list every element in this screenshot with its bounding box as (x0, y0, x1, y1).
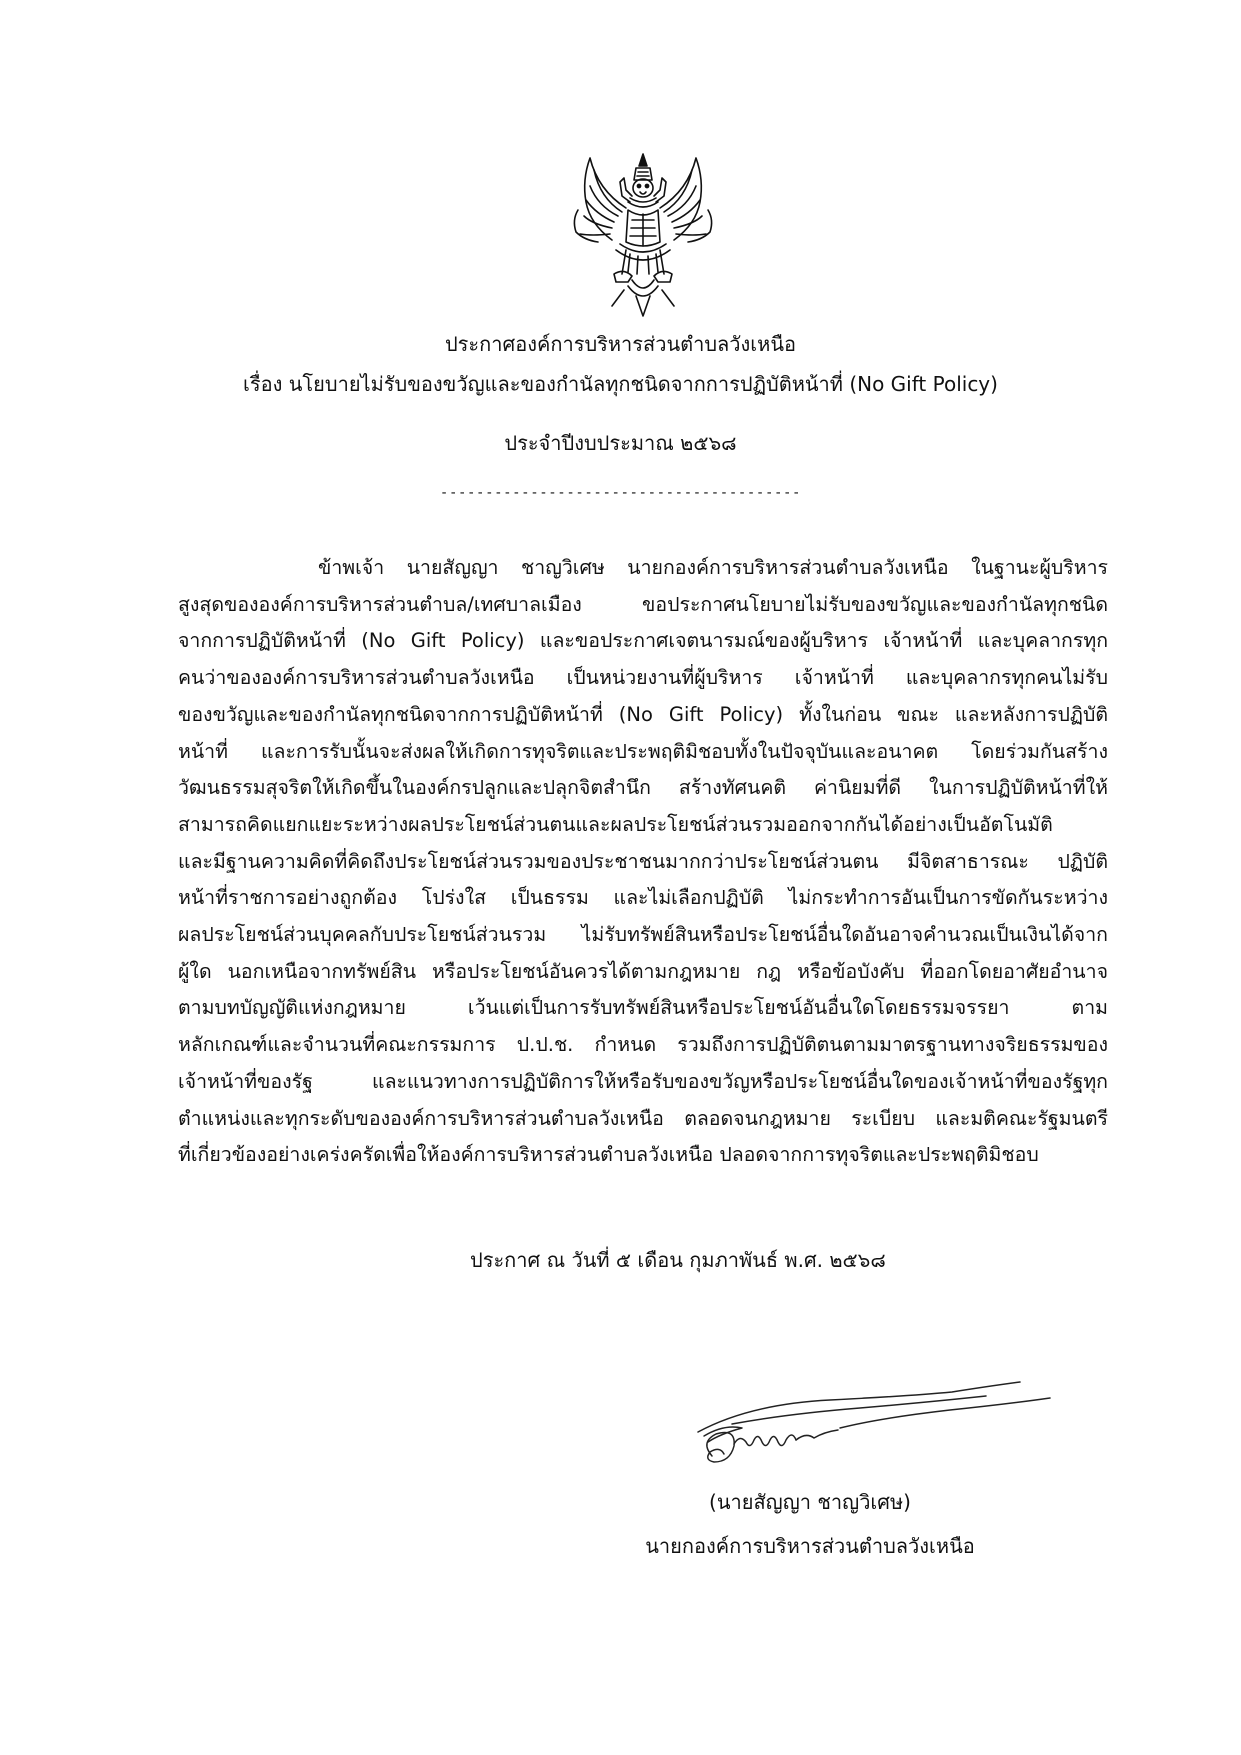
body-line: ที่เกี่ยวข้องอย่างเคร่งครัดเพื่อให้องค์การบริหารส่วนตำบลวังเหนือ ปลอดจากการทุจริตและประพฤติมิชอบ (178, 1143, 1039, 1167)
body-line: ผลประโยชน์ส่วนบุคคลกับประโยชน์ส่วนรวม ไม่รับทรัพย์สินหรือประโยชน์อื่นใดอันอาจคำนวณเป็นเงินได้จาก (178, 923, 1108, 947)
body-line: ของขวัญและของกำนัลทุกชนิดจากการปฏิบัติหน้าที่ (No Gift Policy) ทั้งในก่อน ขณะ และหลังการปฏิบัติ (178, 702, 1108, 726)
body-line: สูงสุดขององค์การบริหารส่วนตำบล/เทศบาลเมือง ขอประกาศนโยบายไม่รับของขวัญและของกำนัลทุกชนิด (178, 592, 1108, 616)
body-line: หน้าที่ราชการอย่างถูกต้อง โปร่งใส เป็นธรรม และไม่เลือกปฏิบัติ ไม่กระทำการอันเป็นการขัดกันระหว่าง (178, 886, 1108, 910)
body-line: หลักเกณฑ์และจำนวนที่คณะกรรมการ ป.ป.ช. กำหนด รวมถึงการปฏิบัติตนตามมาตรฐานทางจริยธรรมของ (178, 1033, 1108, 1057)
announcement-body (178, 550, 1108, 1174)
body-line: คนว่าขององค์การบริหารส่วนตำบลวังเหนือ เป็นหน่วยงานที่ผู้บริหาร เจ้าหน้าที่ และบุคลากรทุกคนไม่รับ (178, 666, 1108, 690)
body-line: จากการปฏิบัติหน้าที่ (No Gift Policy) และขอประกาศเจตนารมณ์ของผู้บริหาร เจ้าหน้าที่ และบุคลากรทุก (178, 629, 1108, 653)
body-line: หน้าที่ และการรับนั้นจะส่งผลให้เกิดการทุจริตและประพฤติมิชอบทั้งในปัจจุบันและอนาคต โดยร่วมกันสร้าง (178, 739, 1108, 763)
divider-line: ---------------------------------------- (439, 485, 802, 501)
announcement-date: ประกาศ ณ วันที่ ๕ เดือน กุมภาพันธ์ พ.ศ. ๒๕๖๘ (470, 1248, 886, 1272)
body-line: ผู้ใด นอกเหนือจากทรัพย์สิน หรือประโยชน์อันควรได้ตามกฎหมาย กฎ หรือข้อบังคับ ที่ออกโดยอาศัยอำนาจ (178, 959, 1108, 983)
body-line: วัฒนธรรมสุจริตให้เกิดขึ้นในองค์กรปลูกและปลุกจิตสำนึก สร้างทัศนคติ ค่านิยมที่ดี ในการปฏิบัติหน้าที่ให้ (178, 776, 1108, 800)
garuda-emblem-icon (568, 150, 718, 320)
announcement-subject: เรื่อง นโยบายไม่รับของขวัญและของกำนัลทุกชนิดจากการปฏิบัติหน้าที่ (No Gift Policy) (243, 372, 998, 396)
body-line: ตำแหน่งและทุกระดับขององค์การบริหารส่วนตำบลวังเหนือ ตลอดจนกฎหมาย ระเบียบ และมติคณะรัฐมนตรี (178, 1106, 1108, 1130)
body-line: เจ้าหน้าที่ของรัฐ และแนวทางการปฏิบัติการให้หรือรับของขวัญหรือประโยชน์อื่นใดของเจ้าหน้าที่ของรัฐทุก (178, 1069, 1108, 1093)
signature-icon (690, 1370, 1060, 1490)
body-line: ข้าพเจ้า นายสัญญา ชาญวิเศษ นายกองค์การบริหารส่วนตำบลวังเหนือ ในฐานะผู้บริหาร (318, 556, 1108, 579)
body-line: สามารถคิดแยกแยะระหว่างผลประโยชน์ส่วนตนและผลประโยชน์ส่วนรวมออกจากกันได้อย่างเป็นอัตโนมัติ (178, 812, 1053, 836)
body-line: และมีฐานความคิดที่คิดถึงประโยชน์ส่วนรวมของประชาชนมากกว่าประโยชน์ส่วนตน มีจิตสาธารณะ ปฏิบัติ (178, 849, 1108, 873)
announcement-title: ประกาศองค์การบริหารส่วนตำบลวังเหนือ (444, 332, 797, 356)
signer-position: นายกองค์การบริหารส่วนตำบลวังเหนือ (645, 1534, 975, 1558)
body-line: ตามบทบัญญัติแห่งกฎหมาย เว้นแต่เป็นการรับทรัพย์สินหรือประโยชน์อันอื่นใดโดยธรรมจรรยา ตาม (178, 996, 1108, 1020)
fiscal-year: ประจำปีงบประมาณ ๒๕๖๘ (504, 431, 737, 455)
signer-name: (นายสัญญา ชาญวิเศษ) (709, 1490, 911, 1514)
